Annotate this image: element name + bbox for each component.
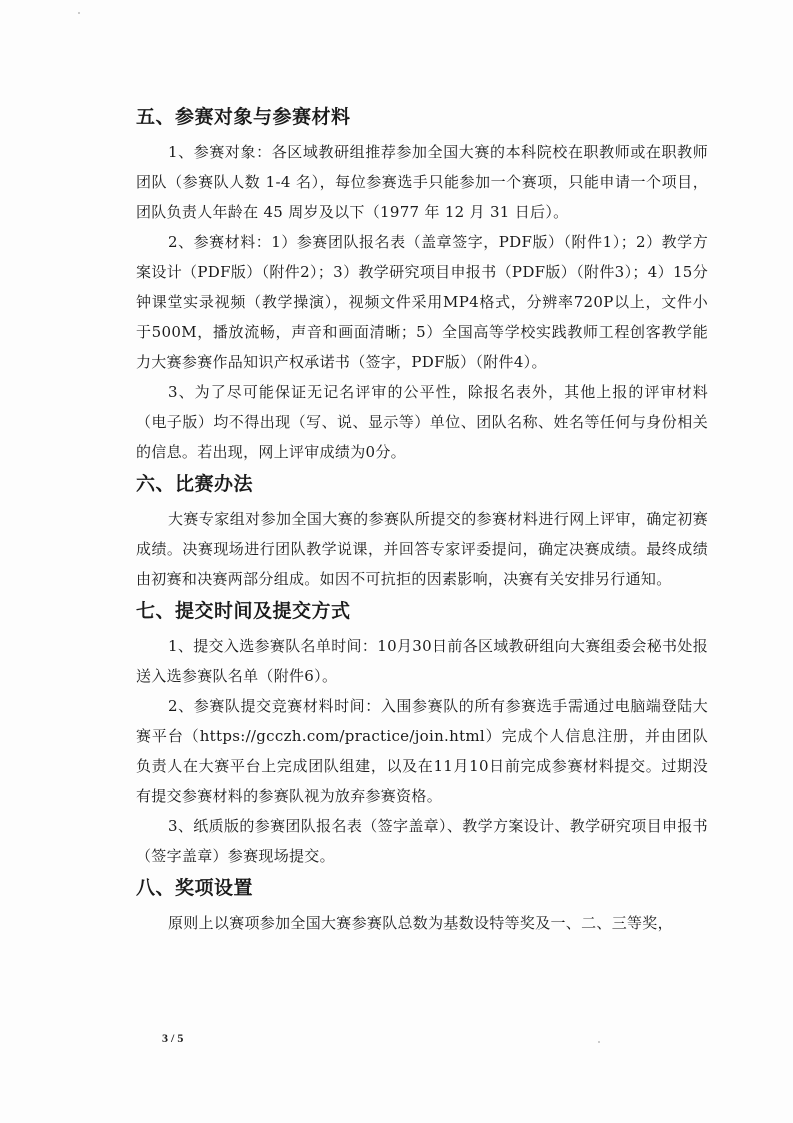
document-body	[136, 98, 708, 938]
paragraph: 原则上以赛项参加全国大赛参赛队总数为基数设特等奖及一、二、三等奖，	[168, 914, 673, 932]
paragraph: 1、参赛对象：各区域教研组推荐参加全国大赛的本科院校在职教师或在职教师团队（参赛队人数 1-4 名），每位参赛选手只能参加一个赛项，只能申请一个项目，团队负责人年龄在 45 周岁及以下（1977 年 12 月 31 日后）。	[136, 143, 708, 221]
page-number: 3 / 5	[162, 1031, 184, 1045]
paragraph: 2、参赛队提交竞赛材料时间：入围参赛队的所有参赛选手需通过电脑端登陆大赛平台（https://gcczh.com/practice/join.html）完成个人信息注册，并由团队负责人在大赛平台上完成团队组建，以及在11月10日前完成参赛材料提交。过期没有提交参赛材料的参赛队视为放弃参赛资格。	[136, 697, 708, 805]
paragraph: 大赛专家组对参加全国大赛的参赛队所提交的参赛材料进行网上评审，确定初赛成绩。决赛现场进行团队教学说课，并回答专家评委提问，确定决赛成绩。最终成绩由初赛和决赛两部分组成。如因不可抗拒的因素影响，决赛有关安排另行通知。	[136, 510, 708, 588]
scan-speck	[598, 1041, 600, 1043]
paragraph: 1、提交入选参赛队名单时间：10月30日前各区域教研组向大赛组委会秘书处报送入选参赛队名单（附件6）。	[136, 637, 708, 685]
paragraph: 3、纸质版的参赛团队报名表（签字盖章）、教学方案设计、教学研究项目申报书（签字盖章）参赛现场提交。	[136, 817, 708, 865]
paragraph: 2、参赛材料：1）参赛团队报名表（盖章签字，PDF版）（附件1）；2）教学方案设计（PDF版）（附件2）；3）教学研究项目申报书（PDF版）（附件3）；4）15分钟课堂实录视频（教学操演），视频文件采用MP4格式，分辨率720P以上，文件小于500M，播放流畅，声音和画面清晰；5）全国高等学校实践教师工程创客教学能力大赛参赛作品知识产权承诺书（签字，PDF版）（附件4）。	[136, 233, 708, 371]
section-heading-7: 七、提交时间及提交方式	[136, 600, 351, 622]
section-heading-6: 六、比赛办法	[136, 473, 254, 495]
paragraph: 3、为了尽可能保证无记名评审的公平性，除报名表外，其他上报的评审材料（电子版）均不得出现（写、说、显示等）单位、团队名称、姓名等任何与身份相关的信息。若出现，网上评审成绩为0分。	[136, 383, 708, 461]
section-heading-5: 五、参赛对象与参赛材料	[136, 106, 351, 128]
scan-speck	[78, 12, 80, 14]
section-heading-8: 八、奖项设置	[136, 877, 254, 899]
